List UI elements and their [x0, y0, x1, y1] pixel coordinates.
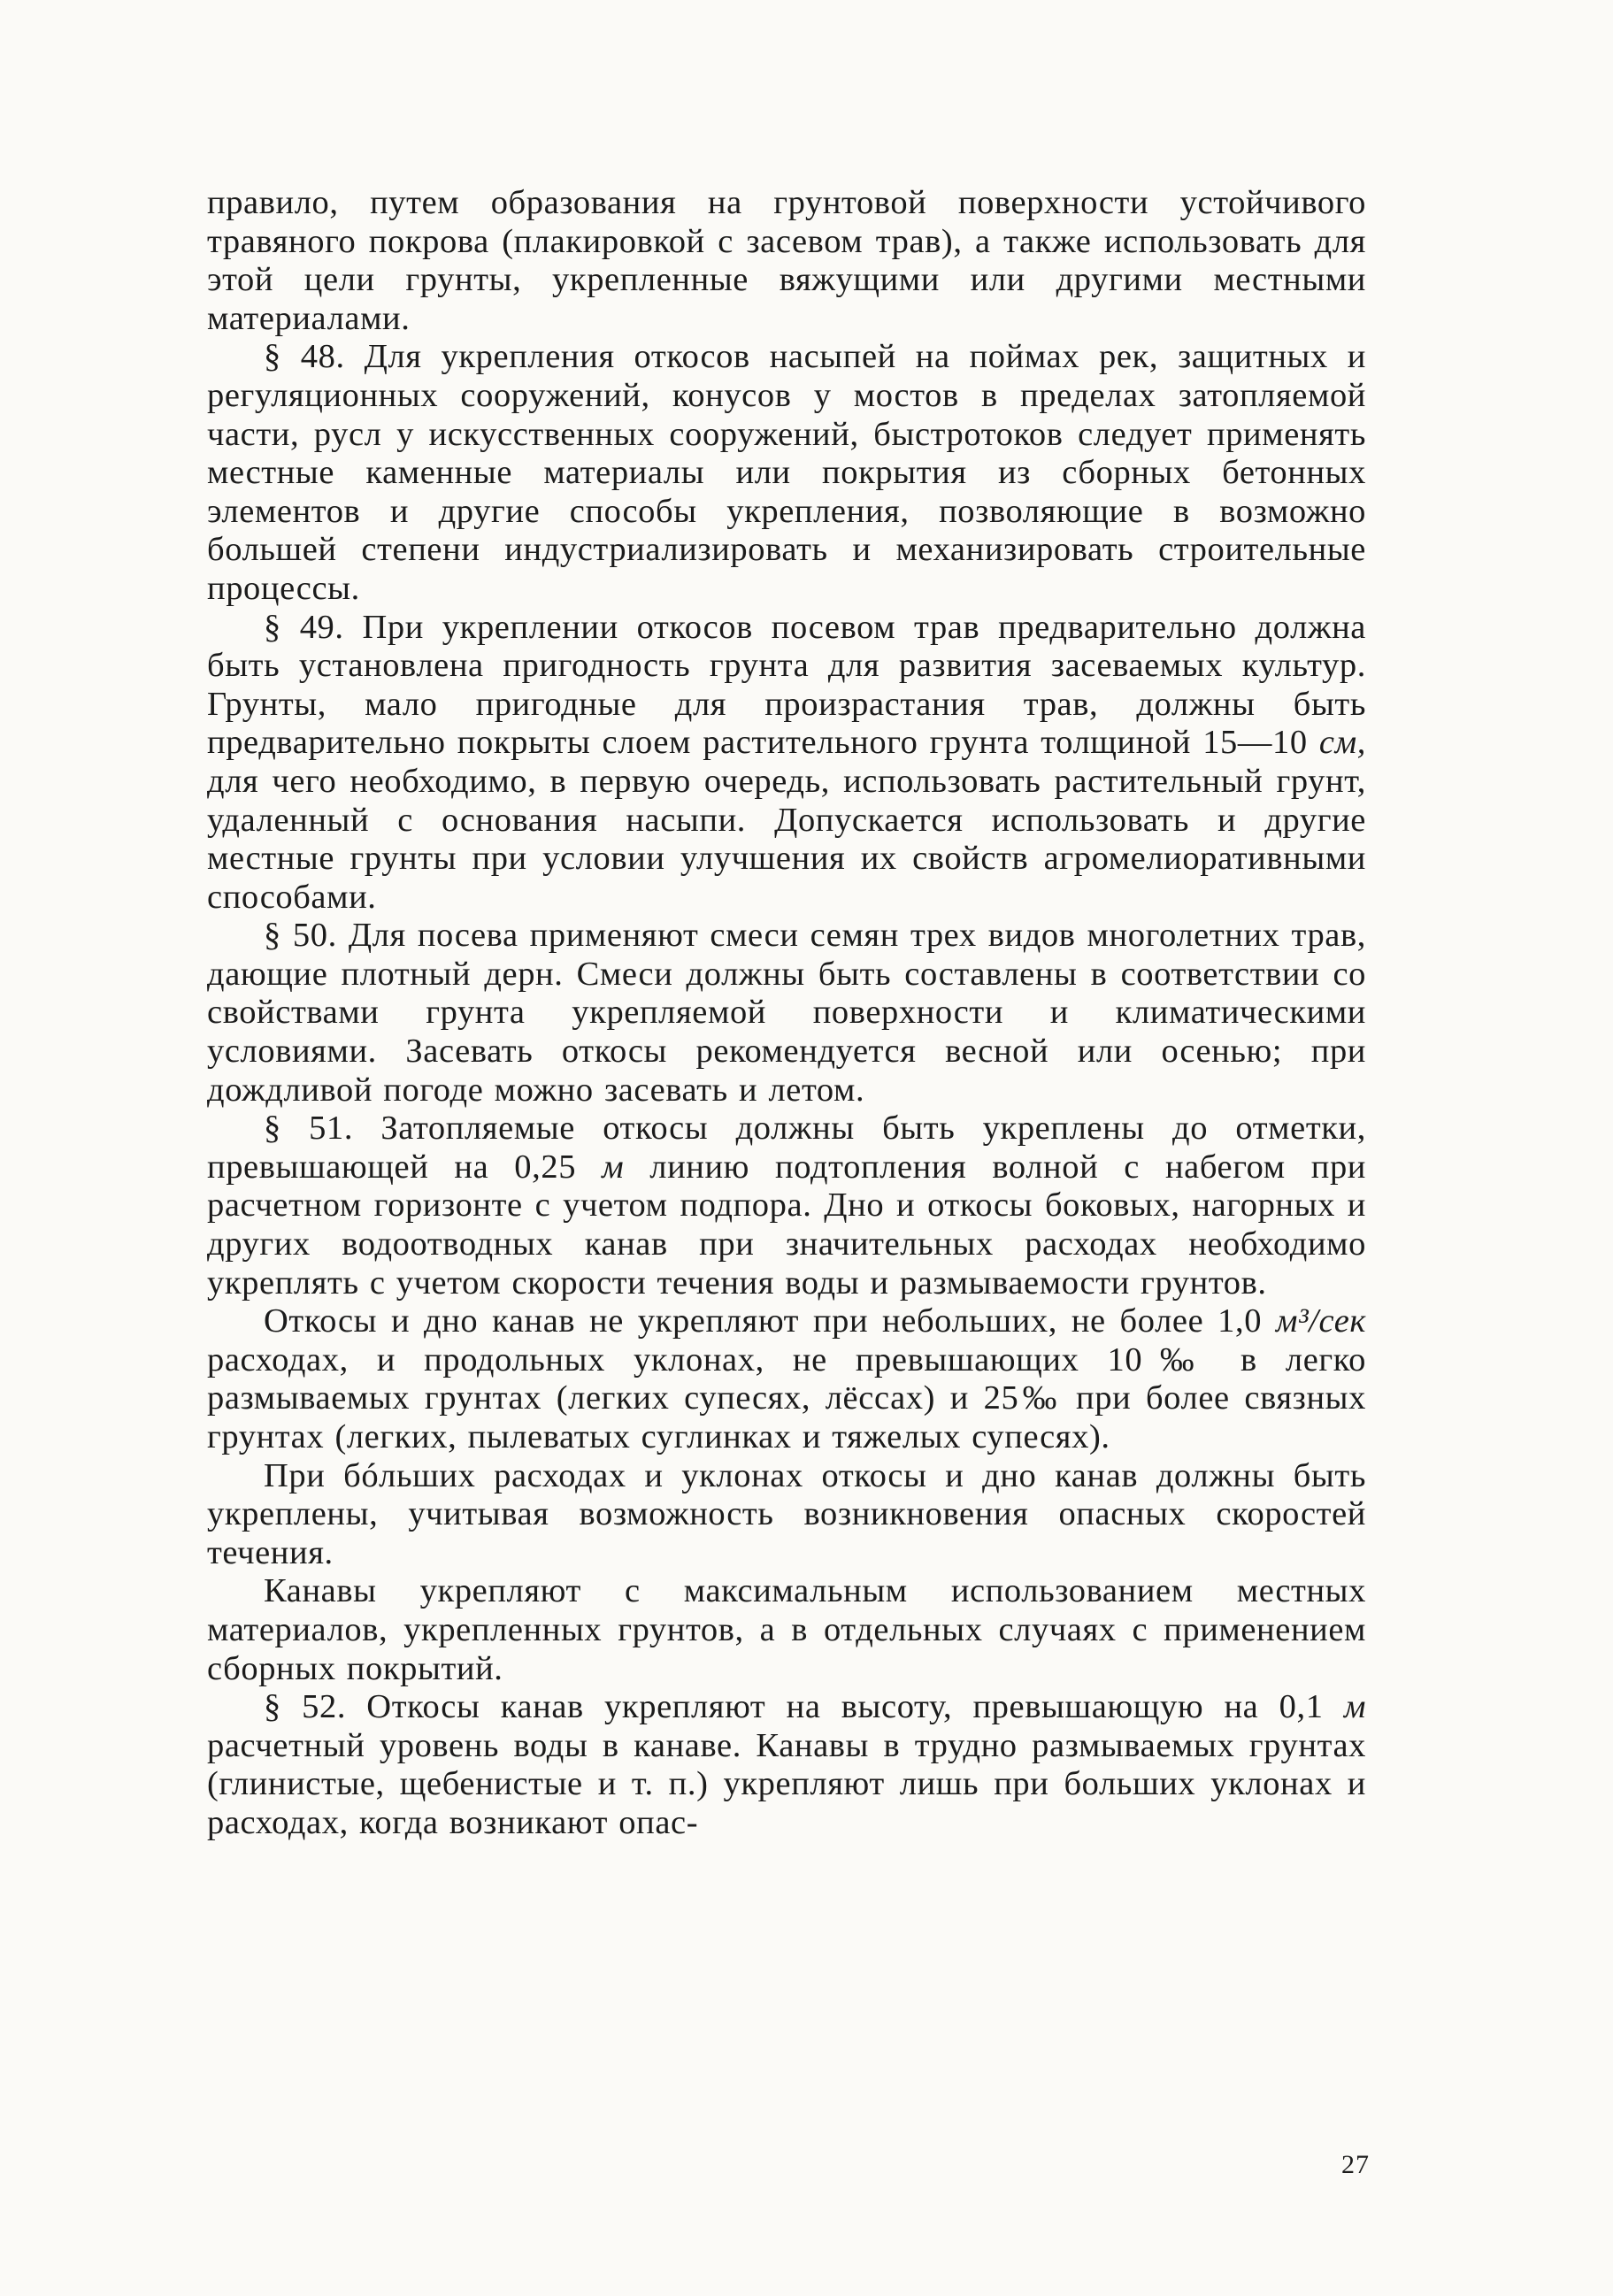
text-segment: линию подтопления волной с набегом при расчетном горизонте с учетом подпора. Дно и откосы боковых, нагорных и других водоотводных канав при значительных расходах необходимо укреплять с учетом скорости течения воды и размываемости грунтов. [207, 1148, 1367, 1302]
paragraph-p-51 [207, 1110, 1366, 1302]
text-segment: § 48. Для укрепления откосов насыпей на поймах рек, защитных и регуляционных сооружений, конусов у мостов в пределах затопляемой части, русл у искусственных сооружений, быстротоков следует применять местные каменные материалы или покрытия из сборных бетонных элементов и другие способы укрепления, позволяющие в возможно большей степени индустриализировать и механизировать строительные процессы. [207, 338, 1366, 607]
text-segment: расчетный уровень воды в канаве. Канавы в трудно размываемых грунтах (глинистые, щебенистые и т. п.) укрепляют лишь при больших уклонах и расходах, когда возникают опас- [207, 1726, 1366, 1841]
text-segment: м³/сек [1275, 1302, 1366, 1340]
text-segment: При бóльших расходах и уклонах откосы и дно канав должны быть укреплены, учитывая возможность возникновения опасных скоростей течения. [207, 1456, 1366, 1571]
text-segment: § 50. Для посева применяют смеси семян трех видов многолетних трав, дающие плотный дерн. Смеси должны быть составлены в соответствии со свойствами грунта укрепляемой поверхности и климатическими условиями. Засевать откосы рекомендуется весной или осенью; при дождливой погоде можно засевать и летом. [207, 917, 1366, 1109]
paragraph-p-52 [207, 1688, 1366, 1842]
page-body [207, 184, 1366, 1843]
text-segment: Канавы укрепляют с максимальным использованием местных материалов, укрепленных грунтов, а в отдельных случаях с применением сборных покрытий. [207, 1572, 1366, 1687]
paragraph-p-48 [207, 338, 1366, 608]
paragraph-p-intro [207, 184, 1366, 338]
paragraph-p-larger-flows [207, 1457, 1366, 1573]
text-segment: см, [1318, 724, 1366, 762]
paragraph-p-50 [207, 917, 1366, 1110]
text-segment: Откосы и дно канав не укрепляют при небольших, не более 1,0 [264, 1302, 1276, 1340]
paragraph-p-ditch-slopes [207, 1302, 1366, 1456]
paragraph-p-49 [207, 609, 1366, 918]
text-segment: правило, путем образования на грунтовой поверхности устойчивого травяного покрова (плакировкой с засевом трав), а также использовать для этой цели грунты, укрепленные вяжущими или другими местными материалами. [207, 184, 1366, 337]
text-segment: расходах, и продольных уклонах, не превышающих 10‰ в легко размываемых грунтах (легких супесях, лёссах) и 25‰ при более связных грунтах (легких, пылеватых суглинках и тяжелых супесях). [207, 1340, 1366, 1455]
text-segment: м [1343, 1688, 1366, 1726]
text-segment: м [602, 1148, 625, 1186]
text-segment: § 51. Затопляемые откосы должны быть укреплены до отметки, превышающей на 0,25 [207, 1110, 1366, 1186]
text-segment: для чего необходимо, в первую очередь, использовать растительный грунт, удаленный с основания насыпи. Допускается использовать и другие местные грунты при условии улучшения их свойств агромелиоративными способами. [207, 762, 1366, 916]
page-number: 27 [1341, 2150, 1370, 2179]
paragraph-p-materials [207, 1572, 1366, 1688]
text-segment: § 49. При укреплении откосов посевом трав предварительно должна быть установлена пригодность грунта для развития засеваемых культур. Грунты, мало пригодные для произрастания трав, должны быть предварительно покрыты слоем растительного грунта толщиной 15—10 [207, 608, 1366, 762]
text-segment: § 52. Откосы канав укрепляют на высоту, превышающую на 0,1 [264, 1688, 1344, 1726]
